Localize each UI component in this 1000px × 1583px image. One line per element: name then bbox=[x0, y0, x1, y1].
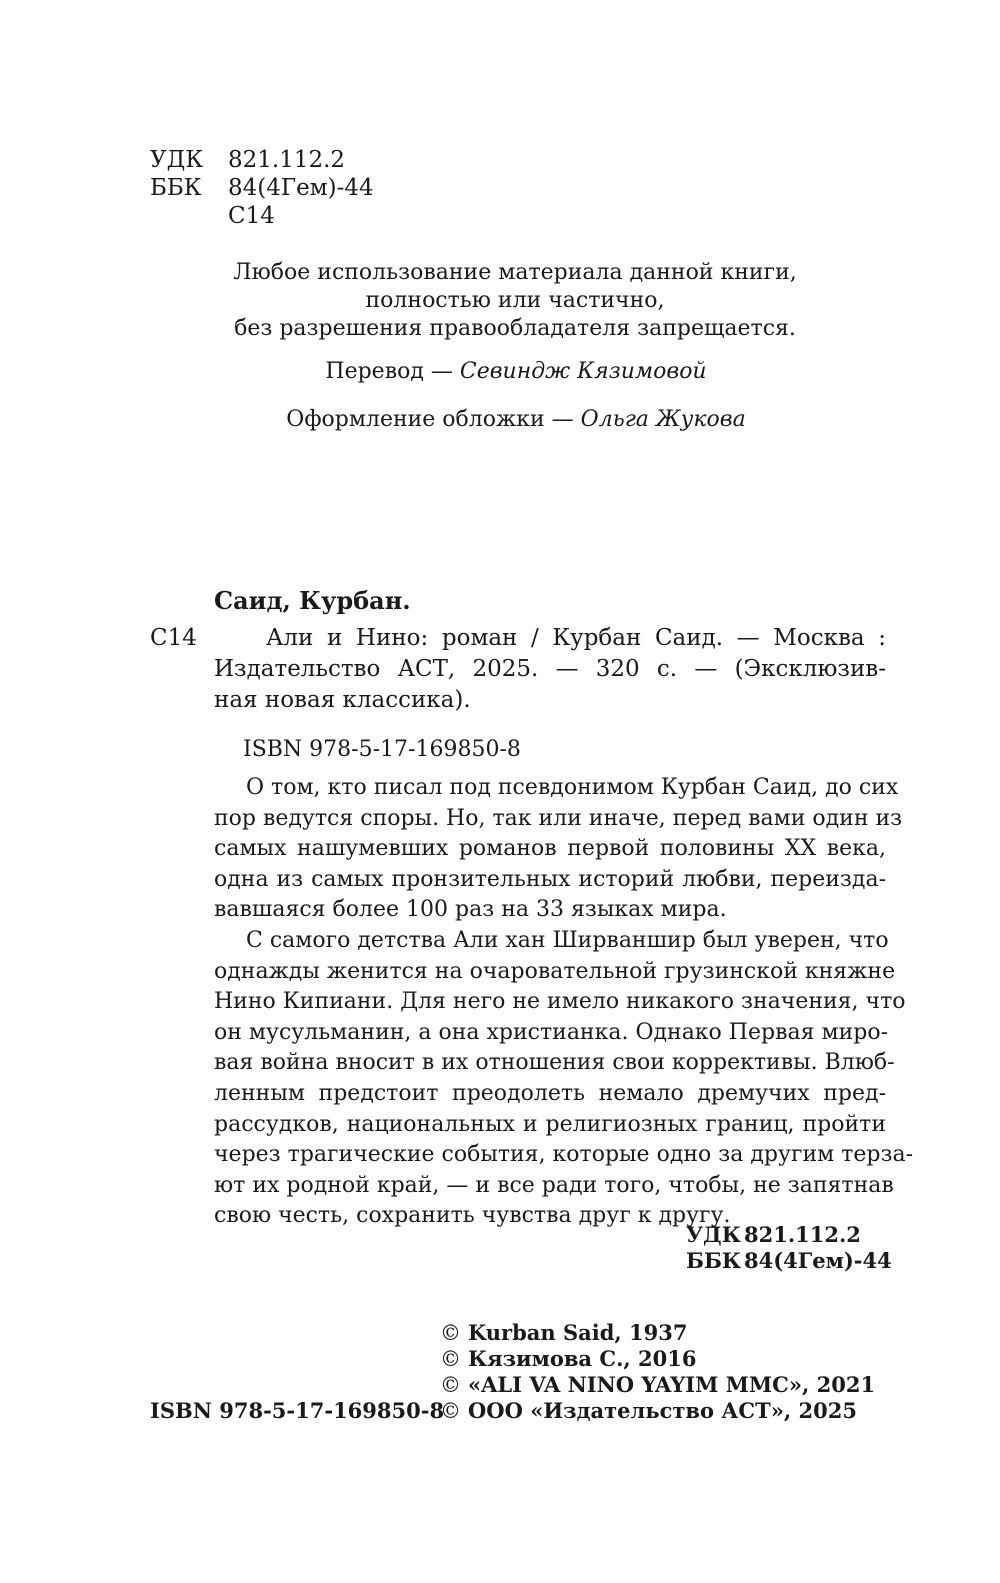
cover-name: Ольга Жукова bbox=[580, 407, 746, 432]
bbk-value: 84(4Гем)-44 bbox=[228, 175, 374, 201]
copyright-symbol: © bbox=[440, 1399, 461, 1423]
author-mark-top bbox=[150, 202, 275, 230]
cover-credit bbox=[0, 406, 1000, 434]
annotation-line: он мусульманин, а она христианка. Однако Первая миро- bbox=[214, 1019, 888, 1045]
copyright-symbol: © bbox=[440, 1373, 461, 1397]
annotation-line: Нино Кипиани. Для него не имело никакого значения, что bbox=[214, 989, 906, 1015]
cover-label: Оформление обложки — bbox=[286, 407, 574, 432]
bbk-label: ББК bbox=[150, 175, 202, 201]
annotation-line: О том, кто писал под псевдонимом Курбан Саид, до сих bbox=[246, 775, 899, 800]
copyright-text: Kurban Said, 1937 bbox=[468, 1320, 688, 1345]
annotation-line: свою честь, сохранить чувства друг к другу. bbox=[214, 1203, 731, 1229]
biblio-line-1: Али и Нино: роман / Курбан Саид. — Москва : bbox=[266, 625, 886, 651]
copyright-symbol: © bbox=[440, 1347, 461, 1371]
isbn-bottom: ISBN 978-5-17-169850-8 bbox=[150, 1398, 445, 1423]
udk-top bbox=[150, 146, 345, 174]
author-heading: Саид, Курбан. bbox=[214, 586, 411, 615]
annotation-line: рассудков, национальных и религиозных границ, пройти bbox=[214, 1111, 886, 1137]
notice-line-1: Любое использование материала данной книги, bbox=[233, 260, 797, 285]
annotation-paragraph-1 bbox=[214, 773, 903, 926]
copyright-text: ООО «Издательство АСТ», 2025 bbox=[468, 1398, 857, 1423]
isbn-entry: ISBN 978-5-17-169850-8 bbox=[243, 737, 521, 762]
copyright-line bbox=[440, 1319, 688, 1347]
udk-value: 821.112.2 bbox=[744, 1222, 861, 1247]
biblio-line-3: ная новая классика). bbox=[214, 687, 471, 713]
notice-line-3: без разрешения правообладателя запрещается. bbox=[234, 316, 796, 341]
copyright-line bbox=[440, 1397, 857, 1425]
annotation-line: самых нашумевших романов первой половины XX века, bbox=[214, 836, 886, 862]
udk-value: 821.112.2 bbox=[228, 147, 346, 173]
bbk-value: 84(4Гем)-44 bbox=[744, 1248, 892, 1273]
author-mark: С14 bbox=[228, 203, 275, 229]
annotation-line: С самого детства Али хан Ширваншир был уверен, что bbox=[246, 928, 889, 953]
biblio-line-2: Издательство АСТ, 2025. — 320 с. — (Эксклюзив- bbox=[214, 656, 886, 682]
copyright-line bbox=[440, 1371, 875, 1399]
copyright-line bbox=[440, 1345, 696, 1373]
bbk-bottom bbox=[686, 1248, 892, 1274]
annotation-line: однажды женится на очаровательной грузинской княжне bbox=[214, 958, 896, 984]
udk-bottom bbox=[686, 1222, 861, 1248]
udk-label: УДК bbox=[150, 147, 204, 173]
annotation-line: ют их родной край, — и все ради того, чтобы, не запятнав bbox=[214, 1172, 894, 1198]
copyright-text: «ALI VA NINO YAYIM MMC», 2021 bbox=[468, 1372, 876, 1397]
notice-line-2: полностью или частично, bbox=[365, 288, 665, 313]
translation-label: Перевод — bbox=[325, 359, 453, 384]
bbk-top bbox=[150, 174, 374, 202]
annotation-paragraph-2 bbox=[214, 926, 914, 1232]
annotation-line: пор ведутся споры. Но, так или иначе, перед вами один из bbox=[214, 805, 903, 831]
annotation-line: через трагические события, которые одно за другим терза- bbox=[214, 1142, 914, 1168]
udk-label: УДК bbox=[686, 1222, 741, 1247]
annotation-line: ленным предстоит преодолеть немало дремучих пред- bbox=[214, 1080, 886, 1106]
bibliographic-entry bbox=[214, 623, 886, 716]
annotation-line: одна из самых пронзительных историй любви, переизда- bbox=[214, 866, 886, 892]
annotation-line: вая война вносит в их отношения свои коррективы. Влюб- bbox=[214, 1050, 895, 1076]
copyright-text: Кязимова С., 2016 bbox=[468, 1346, 697, 1371]
translation-credit bbox=[0, 358, 1000, 386]
bbk-label: ББК bbox=[686, 1248, 741, 1273]
translation-name: Севиндж Кязимовой bbox=[459, 359, 707, 384]
author-code: С14 bbox=[150, 625, 197, 651]
annotation-line: вавшаяся более 100 раз на 33 языках мира. bbox=[214, 897, 727, 923]
copyright-symbol: © bbox=[440, 1321, 461, 1345]
